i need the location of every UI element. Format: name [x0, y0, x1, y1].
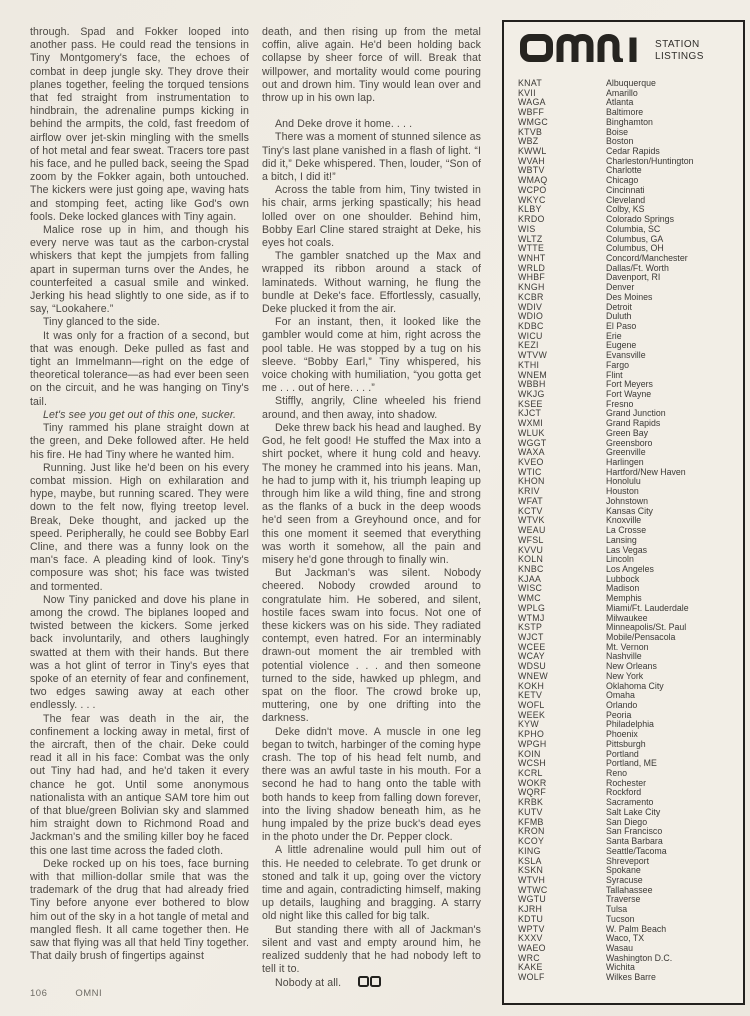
station-city: Greensboro — [606, 437, 653, 448]
station-call-letters: KNGH — [518, 282, 545, 293]
paragraph: through. Spad and Fokker looped into another pass. He could read the tensions in Tiny Montgomery's face, the echoes of combat in deep jungle sky. They drove their planes together, feeling the torqued tensions that fed straight from instrumentation to hindbrain, the adrenaline pumps kicking in behind the armpits, the cold, fast freedom of airflow over jet-skin mingling with the smells of hot metal and fear sweat. Tracers tore past his face, and he pulled back, seeing the Spad zoom by the Fokker again, both untouched. The kickers were just going ape, waving hats and stomping feet, acting like God's own fools. Deke locked glances with Tiny again. — [30, 26, 249, 223]
station-city: Lansing — [606, 534, 637, 545]
station-call-letters: KING — [518, 845, 541, 856]
station-call-letters: KEZI — [518, 340, 539, 351]
station-call-letters: WOFL — [518, 700, 545, 710]
station-city: Portland — [606, 748, 639, 759]
station-call-letters: KWWL — [518, 146, 547, 157]
station-call-letters: KPHO — [518, 729, 545, 740]
station-city: Houston — [606, 486, 639, 497]
station-row — [518, 361, 739, 371]
station-row — [518, 973, 739, 983]
station-call-letters: KCRL — [518, 768, 543, 779]
station-city: Dallas/Ft. Worth — [606, 262, 669, 273]
station-city: Oklahoma City — [606, 680, 664, 691]
station-city: Wilkes Barre — [606, 972, 656, 983]
station-call-letters: KSEE — [518, 398, 543, 409]
station-call-letters: WDIV — [518, 301, 543, 312]
station-call-letters: WFAT — [518, 495, 543, 506]
station-list — [518, 79, 739, 983]
station-city: Spokane — [606, 865, 641, 876]
station-call-letters: KNBC — [518, 563, 544, 574]
station-city: Waco, TX — [606, 933, 645, 944]
station-call-letters: WOKR — [518, 777, 547, 788]
station-call-letters: KTHI — [518, 359, 540, 370]
station-city: Harlingen — [606, 457, 644, 468]
station-city: Fresno — [606, 398, 634, 409]
station-city: Nashville — [606, 651, 642, 662]
station-city: Tucson — [606, 913, 635, 924]
station-call-letters: KXXV — [518, 933, 543, 944]
closing-line: Nobody at all. — [275, 977, 342, 990]
station-city: La Crosse — [606, 525, 647, 536]
station-call-letters: KSTP — [518, 622, 543, 633]
station-city: Greenville — [606, 447, 646, 458]
station-call-letters: WLTZ — [518, 233, 543, 244]
station-city: San Diego — [606, 816, 648, 827]
station-call-letters: KLBY — [518, 204, 542, 215]
station-city: Grand Junction — [606, 408, 666, 419]
station-city: Fort Wayne — [606, 389, 652, 399]
station-row — [518, 759, 739, 769]
paragraph: It was only for a fraction of a second, but that was enough. Deke pulled as fast and tight an Immelmann—right on the edge of theoretical tolerance—as had ever been seen on the circuit, and he was hanging on Tiny's tail. — [30, 329, 249, 408]
station-call-letters: WTVH — [518, 874, 546, 885]
station-city: Charlotte — [606, 165, 642, 176]
station-city: Columbia, SC — [606, 223, 661, 234]
station-city: Sacramento — [606, 797, 654, 808]
station-city: Evansville — [606, 350, 646, 361]
station-city: Honolulu — [606, 476, 641, 487]
station-call-letters: WMAQ — [518, 175, 548, 186]
station-row — [518, 322, 739, 332]
station-city: Concord/Manchester — [606, 252, 688, 263]
station-call-letters: KOLN — [518, 554, 544, 565]
station-call-letters: WAEO — [518, 942, 546, 953]
station-call-letters: KCBR — [518, 291, 544, 302]
paragraph: Tiny glanced to the side. — [43, 316, 160, 329]
station-listings-header — [520, 34, 739, 67]
station-city: New Orleans — [606, 661, 657, 672]
station-row — [518, 118, 739, 128]
station-city: Binghamton — [606, 116, 653, 127]
station-call-letters: WAGA — [518, 97, 546, 108]
station-call-letters: WKJG — [518, 389, 545, 399]
station-call-letters: WPTV — [518, 923, 545, 934]
station-call-letters: WNEW — [518, 670, 549, 681]
station-call-letters: WJCT — [518, 631, 544, 642]
station-call-letters: WFSL — [518, 534, 544, 545]
station-call-letters: WTWC — [518, 884, 548, 895]
station-city: Johnstown — [606, 495, 649, 506]
station-call-letters: WPLG — [518, 602, 546, 613]
station-call-letters: WIS — [518, 223, 536, 234]
station-city: Shreveport — [606, 855, 650, 866]
station-city: Amarillo — [606, 87, 638, 98]
station-city: Pittsburgh — [606, 738, 646, 749]
station-city: Santa Barbara — [606, 836, 663, 847]
station-call-letters: KSKN — [518, 865, 544, 876]
station-city: Duluth — [606, 311, 632, 322]
station-city: Fort Meyers — [606, 379, 653, 390]
paragraph: Malice rose up in him, and though his every nerve was taut as the carbon-crystal whiskers that kept the jumpjets from falling apart in superman turns over the Andes, he counterfeited a casual smile and winked. Jerking his head slightly to one side, as if to say, “Lookahere.” — [30, 224, 249, 316]
station-call-letters: KCTV — [518, 505, 543, 516]
paragraph: Deke threw back his head and laughed. By God, he felt good! He stuffed the Max into a shirt pocket, where it hung cold and heavy. The money he crammed into his jeans. Man, he had to jump with it, his triumph leaping up through him like a wild thing, fine and strong as the flanks of a buck in the deep woods he'd seen from a Greyhound once, and for this one moment it seemed that everything was worth it somehow, all the pain and misery he'd gone through to finally win. — [262, 421, 481, 566]
station-call-letters: KOKH — [518, 680, 545, 691]
station-city: Colby, KS — [606, 204, 645, 215]
station-city: Orlando — [606, 700, 638, 710]
station-city: Albuquerque — [606, 78, 656, 88]
station-city: Syracuse — [606, 874, 643, 885]
omni-logo — [520, 34, 648, 67]
paragraph: Across the table from him, Tiny twisted in his chair, arms jerking spastically; his head lolled over on one shoulder. Behind him, Bobby Earl Cline stared straight at Deke, his eyes hot coals. — [262, 184, 481, 250]
station-city: Cleveland — [606, 194, 646, 205]
station-city: Peoria — [606, 709, 632, 720]
station-call-letters: KJAA — [518, 573, 542, 584]
station-call-letters: WISC — [518, 583, 543, 594]
station-city: Flint — [606, 369, 623, 380]
paragraph: Now Tiny panicked and dove his plane in among the crowd. The biplanes looped and twisted between the kickers. Some jerked back involuntarily, and others laughingly swatted at them with their hands. But there was a hot glint of terror in Tiny's eyes that spoke of an eternity of fear and confinement, two edges sawing away at each other endlessly. . . . — [30, 593, 249, 712]
paragraph: A little adrenaline would pull him out of this. He needed to celebrate. To get drunk or stoned and talk it up, going over the victory time and again, contradicting himself, making up details, laughing and bragging. A starry old night like this called for big talk. — [262, 844, 481, 923]
magazine-name: OMNI — [75, 988, 103, 999]
station-call-letters: KVEO — [518, 457, 544, 468]
station-call-letters: KRIV — [518, 486, 540, 497]
station-call-letters: WMGC — [518, 116, 549, 127]
station-city: Boston — [606, 136, 634, 147]
station-call-letters: KHON — [518, 476, 545, 487]
station-call-letters: KJRH — [518, 904, 543, 915]
station-call-letters: WHBF — [518, 272, 546, 283]
station-call-letters: WGTU — [518, 894, 547, 905]
station-city: Green Bay — [606, 427, 649, 438]
station-city: Tallahassee — [606, 884, 653, 895]
station-call-letters: WCSH — [518, 758, 547, 769]
station-call-letters: WPGH — [518, 738, 547, 749]
station-call-letters: KVII — [518, 87, 536, 98]
station-city: Erie — [606, 330, 622, 341]
paragraph: Running. Just like he'd been on his every combat mission. High on exhilaration and hype, maybe, but running scared. They were down to the felt now, flying treetop level. Break, Deke thought, and jacked up the speed. Peripherally, he could see Bobby Earl Cline, and there was a funny look on the man's face. A pleading kind of look. Tiny's composure was shot; his face was twisted and tormented. — [30, 461, 249, 593]
station-call-letters: WTVW — [518, 350, 548, 361]
station-call-letters: KVVU — [518, 544, 544, 555]
station-listings-title — [655, 39, 704, 63]
station-call-letters: WKYC — [518, 194, 546, 205]
station-city: New York — [606, 670, 644, 681]
station-city: Columbus, GA — [606, 233, 664, 244]
station-call-letters: WBBH — [518, 379, 546, 390]
station-call-letters: WCPO — [518, 184, 547, 195]
station-city: Lubbock — [606, 573, 640, 584]
station-city: Des Moines — [606, 291, 653, 302]
station-city: Hartford/New Haven — [606, 466, 686, 477]
station-call-letters: KSLA — [518, 855, 542, 866]
station-call-letters: KDTU — [518, 913, 544, 924]
station-call-letters: WLUK — [518, 427, 545, 438]
station-call-letters: WTVK — [518, 515, 545, 526]
station-city: Fargo — [606, 359, 629, 370]
station-call-letters: WCEE — [518, 641, 546, 652]
station-call-letters: WCAY — [518, 651, 545, 662]
station-listings-box — [502, 20, 745, 1005]
station-call-letters: KFMB — [518, 816, 544, 827]
station-call-letters: KAKE — [518, 962, 543, 973]
station-city: Madison — [606, 583, 640, 594]
station-city: Omaha — [606, 690, 635, 701]
paragraph: Let's see you get out of this one, sucker. — [43, 408, 237, 421]
station-call-letters: KOIN — [518, 748, 541, 759]
station-city: Rockford — [606, 787, 642, 798]
station-call-letters: KTVB — [518, 126, 543, 137]
station-call-letters: KUTV — [518, 806, 543, 817]
paragraph: Deke didn't move. A muscle in one leg began to twitch, harbinger of the coming hype crash. The top of his head felt numb, and there was an awful taste in his mouth. For a second he had to hang onto the table with both hands to keep from falling down forever, into the living shadow beneath him, as he hung impaled by the prize buck's dead eyes in the photo under the Dr. Pepper clock. — [262, 725, 481, 844]
station-call-letters: WBZ — [518, 136, 539, 147]
station-city: San Francisco — [606, 826, 663, 837]
paragraph: Stiffly, angrily, Cline wheeled his friend around, and then away, into shadow. — [262, 395, 481, 421]
station-call-letters: WTMJ — [518, 612, 545, 623]
page-number: 106 — [30, 988, 48, 999]
station-city: Knoxville — [606, 515, 642, 526]
paragraph: And Deke drove it home. . . . — [275, 118, 413, 131]
station-city: W. Palm Beach — [606, 923, 667, 934]
station-city: Wichita — [606, 962, 635, 973]
station-city: Portland, ME — [606, 758, 657, 769]
station-city: Reno — [606, 768, 628, 779]
station-city: Atlanta — [606, 97, 634, 108]
station-city: Boise — [606, 126, 629, 137]
station-city: Wasau — [606, 942, 634, 953]
station-city: Mt. Vernon — [606, 641, 649, 652]
station-city: Minneapolis/St. Paul — [606, 622, 687, 633]
paragraph: But Jackman's was silent. Nobody cheered. Nobody crowded around to congratulate him. He sobered, and silent, hostile faces swam into focus. Not one of these kickers was on his side. They radiated contempt, even hatred. For an interminably drawn-out moment the air trembled with potential violence . . . and then someone turned to the side, hawked up phlegm, and spat on the floor. The crowd broke up, muttering, one by one drifting into the darkness. — [262, 567, 481, 725]
paragraph: But standing there with all of Jackman's silent and vast and empty around him, he realized suddenly that he had nobody left to tell it to. — [262, 923, 481, 976]
station-city: Phoenix — [606, 729, 638, 740]
station-city: Salt Lake City — [606, 806, 661, 817]
station-call-letters: WGGT — [518, 437, 547, 448]
paragraph: death, and then rising up from the metal coffin, alive again. He'd been holding back collapse by sheer force of will. Break that willpower, and mortality would come pouring out and drown him. Tiny would lean over and throw up in his own lap. — [262, 26, 481, 105]
station-city: Charleston/Huntington — [606, 155, 694, 166]
station-city: Milwaukee — [606, 612, 648, 623]
station-city: Seattle/Tacoma — [606, 845, 667, 856]
station-city: Chicago — [606, 175, 639, 186]
station-call-letters: WQRF — [518, 787, 547, 798]
paragraph: The gambler snatched up the Max and wrapped its ribbon around a stack of laminateds. Without warning, he flung the bundle at Deke's face. Effortlessly, casually, Deke plucked it from the air. — [262, 250, 481, 316]
station-call-letters: WBFF — [518, 107, 545, 118]
station-call-letters: WRC — [518, 952, 540, 963]
station-city: Detroit — [606, 301, 632, 312]
end-of-article-icon — [345, 976, 381, 991]
station-title-line1: STATION — [655, 39, 700, 50]
station-city: Grand Rapids — [606, 418, 661, 429]
station-call-letters: KDBC — [518, 320, 544, 331]
station-call-letters: WEEK — [518, 709, 546, 720]
station-call-letters: WDSU — [518, 661, 547, 672]
station-city: Baltimore — [606, 107, 644, 118]
station-city: Cincinnati — [606, 184, 645, 195]
station-call-letters: KRDO — [518, 214, 545, 225]
station-call-letters: KETV — [518, 690, 543, 701]
paragraph: Tiny rammed his plane straight down at the green, and Deke followed after. He held his fire. He had Tiny where he wanted him. — [30, 422, 249, 461]
station-city: Colorado Springs — [606, 214, 674, 225]
station-call-letters: WOLF — [518, 972, 545, 983]
closing-paragraph — [262, 976, 481, 991]
paragraph: For an instant, then, it looked like the gambler would come at him, right across the pool table. He was stopped by a tug on his sleeve. “Bobby Earl,” Tiny whispered, his voice choking with humiliation, “you gotta get me . . . out of here. . . .” — [262, 316, 481, 395]
station-city: El Paso — [606, 320, 637, 331]
station-city: Miami/Ft. Lauderdale — [606, 602, 689, 613]
station-call-letters: WTTE — [518, 243, 545, 254]
station-city: Cedar Rapids — [606, 146, 660, 157]
paragraph: There was a moment of stunned silence as Tiny's last plane vanished in a flash of light. “I did it,” Deke whispered. Then, louder, “Son of a bitch, I did it!” — [262, 131, 481, 184]
station-call-letters: WAXA — [518, 447, 545, 458]
station-city: Lincoln — [606, 554, 634, 565]
station-call-letters: WNHT — [518, 252, 546, 263]
station-city: Columbus, OH — [606, 243, 664, 254]
station-city: Memphis — [606, 593, 642, 604]
station-call-letters: WEAU — [518, 525, 546, 536]
station-call-letters: WBTV — [518, 165, 545, 176]
station-city: Denver — [606, 282, 635, 293]
text-column-1 — [30, 26, 249, 963]
station-city: Davenport, RI — [606, 272, 661, 283]
station-call-letters: WTIC — [518, 466, 542, 477]
paragraph: The fear was death in the air, the confinement a locking away in metal, first of the aircraft, then of the chair. Deke could read it all in his face: Combat was the only out Tiny had had, and he'd taken it every chance he got. Until some anonymous nationalista with an antique SAM tore him out of that blue/green Bolivian sky and slammed him straight down to Richmond Road and Jackman's and the smiling killer boy he faced this one last time across the faded cloth. — [30, 712, 249, 857]
station-call-letters: WVAH — [518, 155, 545, 166]
station-call-letters: WICU — [518, 330, 543, 341]
station-city: Rochester — [606, 777, 647, 788]
station-call-letters: KYW — [518, 719, 539, 730]
station-city: Traverse — [606, 894, 641, 905]
page-footer — [30, 988, 102, 999]
station-city: Los Angeles — [606, 563, 654, 574]
text-column-2 — [262, 26, 481, 992]
station-title-line2: LISTINGS — [655, 51, 704, 62]
station-call-letters: WRLD — [518, 262, 546, 273]
station-row — [518, 895, 739, 905]
station-call-letters: KNAT — [518, 78, 543, 88]
station-city: Philadelphia — [606, 719, 654, 730]
station-call-letters: KRON — [518, 826, 545, 837]
text-column-2-paragraphs — [262, 26, 481, 976]
station-city: Tulsa — [606, 904, 628, 915]
station-call-letters: WNEM — [518, 369, 548, 380]
station-call-letters: KRBK — [518, 797, 544, 808]
paragraph: Deke rocked up on his toes, face burning with that million-dollar smile that was the trademark of the drug that had already fried Tiny before anyone ever bothered to blow him out of the sky in a hot tangle of metal and mangled flesh. It all came together then. He saw that flying was all that held Tiny together. That daily brush of fingertips against — [30, 857, 249, 963]
station-city: Kansas City — [606, 505, 653, 516]
station-city: Las Vegas — [606, 544, 648, 555]
station-city: Washington D.C. — [606, 952, 673, 963]
station-city: Eugene — [606, 340, 637, 351]
station-call-letters: WMC — [518, 593, 541, 604]
station-call-letters: KJCT — [518, 408, 542, 419]
station-call-letters: KCOY — [518, 836, 545, 847]
station-call-letters: WXMI — [518, 418, 544, 429]
station-city: Mobile/Pensacola — [606, 631, 676, 642]
station-call-letters: WDIO — [518, 311, 544, 322]
